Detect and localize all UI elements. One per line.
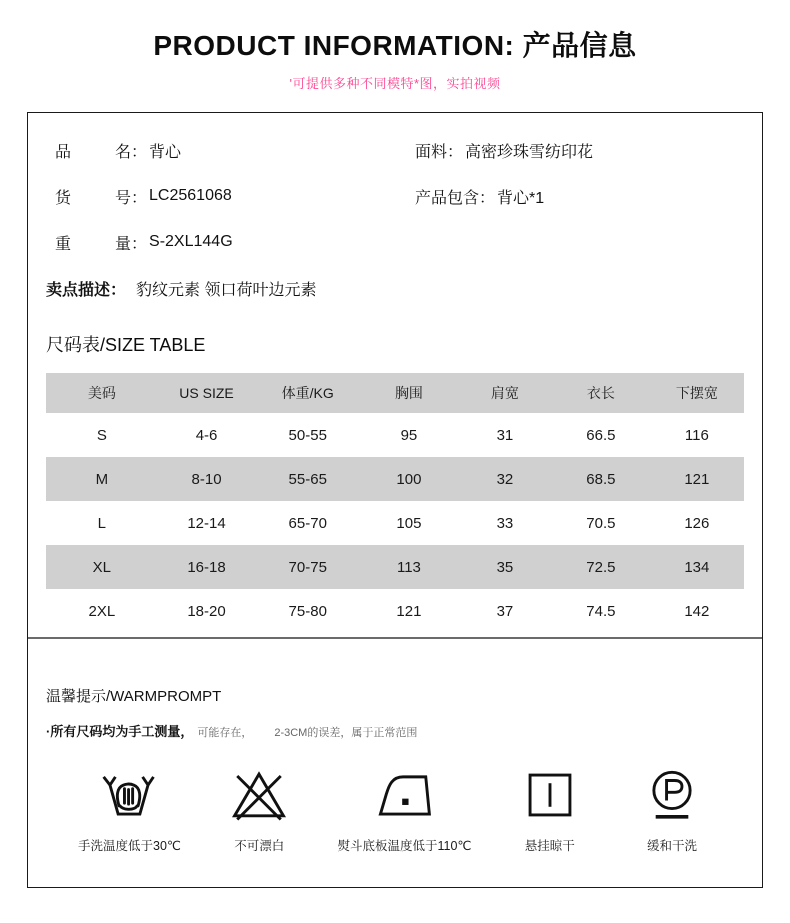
note-small-text: 可能存在， — [197, 727, 253, 739]
table-cell: L — [97, 514, 106, 532]
table-cell: 121 — [684, 470, 710, 488]
table-cell: 116 — [684, 426, 709, 444]
table-cell: 2XL — [88, 602, 116, 620]
no-bleach-icon — [230, 766, 288, 824]
size-table-heading: 尺码表/SIZE TABLE — [46, 335, 206, 355]
table-cell: 75-80 — [288, 602, 327, 620]
note-small-text: 2-3CM的误差，属于正常范围 — [274, 727, 418, 739]
info-row-sku-contents — [46, 173, 744, 219]
table-cell: 35 — [496, 558, 514, 576]
field-product-name — [46, 139, 415, 162]
field-value: 背心*1 — [497, 189, 545, 207]
section-divider — [28, 637, 762, 639]
selling-point-row — [46, 265, 744, 311]
page-title: PRODUCT INFORMATION: 产品信息 — [153, 30, 637, 61]
table-row-2xl — [46, 589, 744, 633]
size-table — [46, 373, 744, 633]
table-cell: 16-18 — [187, 558, 226, 576]
table-cell: 68.5 — [586, 470, 616, 488]
care-label: 熨斗底板温度低于110℃ — [337, 839, 472, 853]
selling-point-value: 豹纹元素 领口荷叶边元素 — [136, 281, 317, 299]
gentle-dry-clean-icon — [643, 766, 701, 824]
column-header: US SIZE — [179, 385, 234, 401]
care-instructions-row — [78, 766, 716, 854]
column-header: 胸围 — [394, 385, 423, 401]
care-label: 缓和干洗 — [646, 839, 697, 853]
table-cell: 8-10 — [191, 470, 222, 488]
table-cell: 4-6 — [195, 426, 218, 444]
note-bold-text: ·所有尺码均为手工测量， — [46, 724, 194, 739]
care-item-handwash — [78, 766, 181, 854]
field-value: S-2XL144G — [149, 233, 233, 250]
table-cell: 100 — [396, 470, 422, 488]
care-item-dry-clean — [628, 766, 716, 854]
table-cell: 37 — [496, 602, 514, 620]
handwash-icon — [100, 766, 158, 824]
table-cell: 31 — [496, 426, 514, 444]
field-label: 货 — [55, 189, 72, 207]
field-label: 产品包含： — [415, 189, 496, 207]
care-label: 不可漂白 — [234, 839, 285, 853]
field-label: 品 — [55, 143, 72, 161]
table-cell: 113 — [396, 558, 421, 576]
field-value: LC2561068 — [149, 187, 232, 204]
table-cell: 50-55 — [288, 426, 327, 444]
table-cell: 95 — [400, 426, 418, 444]
product-info-panel — [27, 112, 763, 888]
table-cell: 72.5 — [586, 558, 616, 576]
table-cell: S — [96, 426, 107, 444]
table-cell: 121 — [396, 602, 422, 620]
selling-point-label: 卖点描述： — [46, 281, 127, 299]
care-item-iron — [337, 766, 471, 854]
warm-prompt-heading: 温馨提示/WARMPROMPT — [46, 688, 222, 705]
field-value: 高密珍珠雪纺印花 — [465, 143, 594, 161]
care-label: 手洗温度低于30℃ — [78, 839, 181, 853]
column-header: 肩宽 — [490, 385, 519, 401]
table-cell: 74.5 — [586, 602, 616, 620]
table-cell: 18-20 — [187, 602, 226, 620]
field-package-contents — [415, 185, 544, 208]
table-cell: 33 — [496, 514, 514, 532]
table-row-xl — [46, 545, 744, 589]
care-item-hang-dry — [506, 766, 594, 854]
field-label: 面料： — [415, 143, 464, 161]
table-cell: 134 — [684, 558, 710, 576]
field-label: 重 — [55, 235, 72, 253]
table-cell: XL — [92, 558, 112, 576]
table-cell: 142 — [684, 602, 710, 620]
info-row-weight — [46, 219, 744, 265]
table-cell: 55-65 — [288, 470, 327, 488]
table-cell: 126 — [684, 514, 710, 532]
column-header: 美码 — [87, 385, 116, 401]
table-cell: 65-70 — [288, 514, 327, 532]
table-cell: 70.5 — [586, 514, 616, 532]
care-item-no-bleach — [215, 766, 303, 854]
table-cell: 70-75 — [288, 558, 327, 576]
field-weight — [46, 231, 415, 254]
table-cell: 12-14 — [187, 514, 226, 532]
page-subtitle: '可提供多种不同模特*图，实拍视频 — [289, 76, 501, 91]
table-cell: M — [95, 470, 109, 488]
care-label: 悬挂晾干 — [524, 839, 575, 853]
column-header: 衣长 — [586, 385, 615, 401]
table-cell: 32 — [496, 470, 514, 488]
field-fabric — [415, 139, 593, 162]
info-row-name-fabric — [46, 127, 744, 173]
column-header: 下摆宽 — [675, 385, 718, 401]
field-label: 号： — [115, 189, 148, 207]
field-item-number — [46, 185, 415, 208]
iron-low-temp-icon — [375, 766, 433, 824]
size-table-header-row — [46, 373, 744, 413]
table-cell: 66.5 — [586, 426, 616, 444]
column-header: 体重/KG — [281, 385, 334, 401]
table-row-m — [46, 457, 744, 501]
hang-dry-icon — [521, 766, 579, 824]
table-cell: 105 — [396, 514, 422, 532]
field-label: 量： — [115, 235, 148, 253]
warm-prompt-note — [46, 723, 744, 742]
table-row-l — [46, 501, 744, 545]
field-value: 背心 — [149, 143, 182, 161]
field-label: 名： — [115, 143, 148, 161]
table-row-s — [46, 413, 744, 457]
